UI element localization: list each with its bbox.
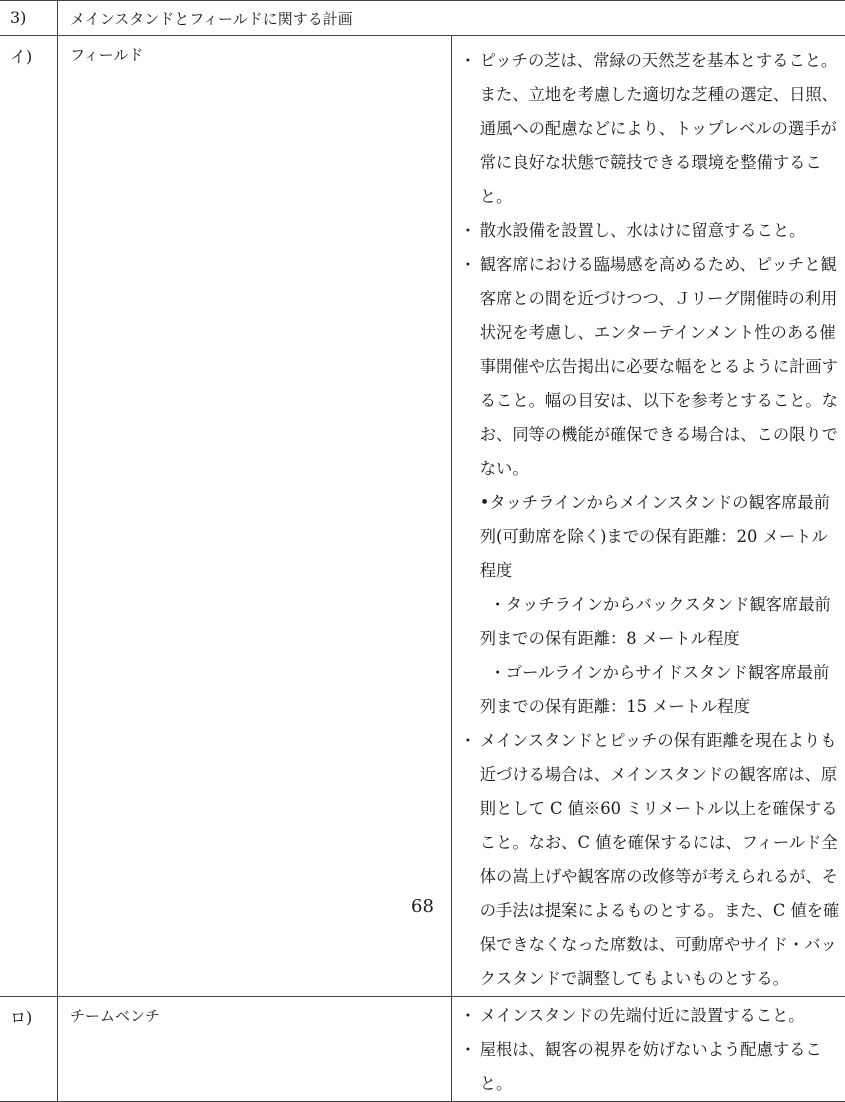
bullet: ・ xyxy=(460,1033,480,1101)
list-item xyxy=(460,1033,841,1101)
row-number: イ) xyxy=(0,36,57,67)
section-header-row xyxy=(0,1,845,36)
bullet: ・ xyxy=(460,999,480,1033)
list-item-text: メインスタンドの先端付近に設置すること。 xyxy=(480,999,841,1033)
bullet: ・ xyxy=(460,214,480,248)
list-item-text: ピッチの芝は、常緑の天然芝を基本とすること。また、立地を考慮した適切な芝種の選定、日照、通風への配慮などにより、トップレベルの選手が常に良好な状態で競技できる環境を整備すること。 xyxy=(480,44,841,214)
page-number: 68 xyxy=(0,896,845,917)
list-item-text: 散水設備を設置し、水はけに留意すること。 xyxy=(480,214,841,248)
list-item xyxy=(460,724,841,996)
row-title: フィールド xyxy=(58,36,451,65)
requirement-list xyxy=(452,36,845,996)
list-item-text: 屋根は、観客の視界を妨げないよう配慮すること。 xyxy=(480,1033,841,1101)
list-item xyxy=(460,214,841,248)
bullet: ・ xyxy=(460,248,480,486)
list-item-text: メインスタンドとピッチの保有距離を現在よりも近づける場合は、メインスタンドの観客席は、原則として C 値※60 ミリメートル以上を確保すること。なお、C 値を確保するには、フィールド全体の嵩上げや観客席の改修等が考えられるが、その手法は提案によるものとする。また、C 値を確保できなくなった席数は、可動席やサイド・バックスタンドで調整してもよいものとする。 xyxy=(480,724,841,996)
row-title: チームベンチ xyxy=(58,997,451,1026)
bullet: ・ xyxy=(460,724,480,996)
requirement-list xyxy=(452,997,845,1101)
bullet: ・ xyxy=(460,44,480,214)
row-number: ロ) xyxy=(0,997,57,1028)
list-item xyxy=(460,999,841,1033)
table-row-field xyxy=(0,36,845,997)
section-number-cell xyxy=(0,1,58,36)
distance-sublist xyxy=(460,486,841,724)
list-item xyxy=(460,44,841,214)
sub-item: ・ゴールラインからサイドスタンド観客席最前列までの保有距離：15 メートル程度 xyxy=(480,656,841,724)
list-item-text: 観客席における臨場感を高めるため、ピッチと観客席との間を近づけつつ、Ｊリーグ開催時の利用状況を考慮し、エンターテインメント性のある催事開催や広告掲出に必要な幅をとるように計画すること。幅の目安は、以下を参考とすること。なお、同等の機能が確保できる場合は、この限りでない。 xyxy=(480,248,841,486)
section-title-cell xyxy=(58,1,845,36)
table-row-team-bench xyxy=(0,997,845,1102)
section-title: メインスタンドとフィールドに関する計画 xyxy=(58,1,845,29)
sub-item: •タッチラインからメインスタンドの観客席最前列(可動席を除く)までの保有距離：20 メートル程度 xyxy=(480,486,841,588)
list-item xyxy=(460,248,841,486)
sub-item: ・タッチラインからバックスタンド観客席最前列までの保有距離：8 メートル程度 xyxy=(480,588,841,656)
section-number: 3) xyxy=(0,1,57,27)
